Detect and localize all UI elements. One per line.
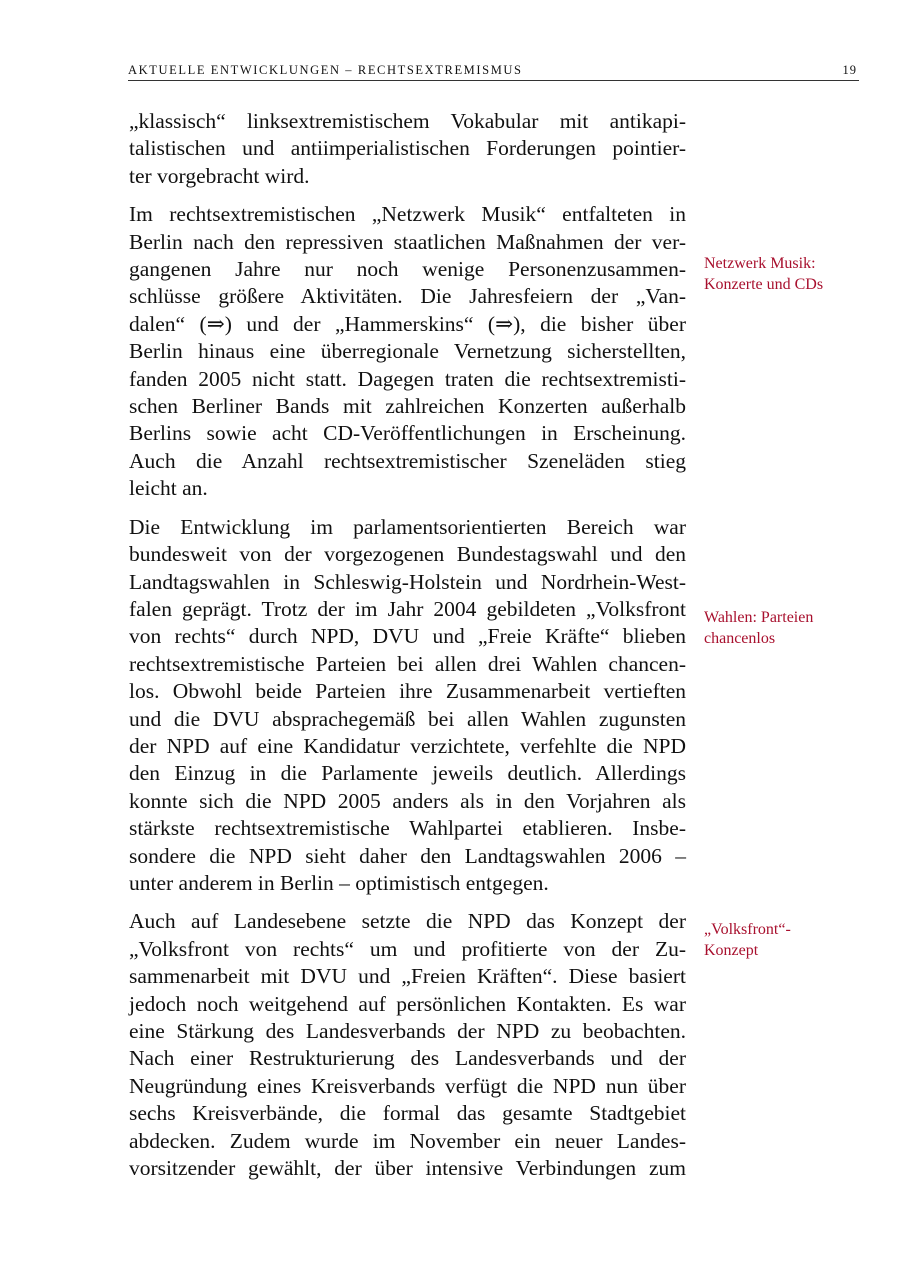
text-line: und die DVU absprachegemäß bei allen Wahlen zugunsten (129, 706, 686, 731)
text-line: jedoch noch weitgehend auf persönlichen Kontakten. Es war (129, 991, 686, 1016)
margin-note-line: Konzept (704, 942, 759, 959)
text-line: sondere die NPD sieht daher den Landtagswahlen 2006 – (129, 843, 686, 868)
paragraph (129, 108, 686, 190)
text-line: sechs Kreisverbände, die formal das gesamte Stadtgebiet (129, 1101, 686, 1126)
main-text (129, 108, 686, 1193)
paragraph (129, 201, 686, 502)
text-line: von rechts“ durch NPD, DVU und „Freie Kräfte“ blieben (129, 624, 686, 649)
paragraph (129, 514, 686, 898)
text-line: unter anderem in Berlin – optimistisch entgegen. (129, 870, 549, 895)
text-line: talistischen und antiimperialistischen Forderungen pointier- (129, 136, 686, 161)
text-line: Auch auf Landesebene setzte die NPD das Konzept der (129, 909, 686, 934)
margin-note-line: Netzwerk Musik: (704, 255, 816, 272)
text-line: Neugründung eines Kreisverbands verfügt die NPD nun über (129, 1073, 686, 1098)
paragraph (129, 908, 686, 1182)
text-line: stärkste rechtsextremistische Wahlpartei etablieren. Insbe- (129, 816, 686, 841)
text-line: abdecken. Zudem wurde im November ein neuer Landes- (129, 1128, 686, 1153)
text-line: falen geprägt. Trotz der im Jahr 2004 gebildeten „Volksfront (129, 596, 686, 621)
text-line: „Volksfront von rechts“ um und profitierte von der Zu- (129, 936, 686, 961)
text-line: bundesweit von der vorgezogenen Bundestagswahl und den (129, 542, 686, 567)
text-line: los. Obwohl beide Parteien ihre Zusammenarbeit vertieften (129, 679, 686, 704)
text-line: Im rechtsextremistischen „Netzwerk Musik“ entfalteten in (129, 202, 686, 227)
running-header (128, 62, 859, 81)
text-line: der NPD auf eine Kandidatur verzichtete, verfehlte die NPD (129, 733, 686, 758)
text-line: leicht an. (129, 476, 208, 501)
margin-note-volksfront (704, 919, 864, 961)
text-line: Berlins sowie acht CD-Veröffentlichungen in Erscheinung. (129, 421, 686, 446)
margin-note-wahlen (704, 607, 864, 649)
text-line: Berlin hinaus eine überregionale Vernetzung sicherstellten, (129, 339, 686, 364)
page-number: 19 (842, 63, 857, 77)
text-line: Die Entwicklung im parlamentsorientierten Bereich war (129, 514, 686, 539)
margin-note-line: „Volksfront“- (704, 921, 791, 938)
text-line: vorsitzender gewählt, der über intensive Verbindungen zum (129, 1156, 686, 1181)
text-line: schen Berliner Bands mit zahlreichen Konzerten außerhalb (129, 394, 686, 419)
text-line: schlüsse größere Aktivitäten. Die Jahresfeiern der „Van- (129, 284, 686, 309)
text-line: Berlin nach den repressiven staatlichen Maßnahmen der ver- (129, 229, 686, 254)
text-line: eine Stärkung des Landesverbands der NPD zu beobachten. (129, 1019, 686, 1043)
text-line: Auch die Anzahl rechtsextremistischer Szeneläden stieg (129, 448, 686, 473)
text-line: ter vorgebracht wird. (129, 163, 310, 188)
text-line: den Einzug in die Parlamente jeweils deutlich. Allerdings (129, 761, 686, 786)
text-line: Nach einer Restrukturierung des Landesverbands und der (129, 1046, 686, 1071)
text-line: „klassisch“ linksextremistischem Vokabular mit antikapi- (129, 109, 686, 133)
text-line: rechtsextremistische Parteien bei allen drei Wahlen chancen- (129, 651, 686, 676)
margin-note-line: chancenlos (704, 630, 776, 647)
text-line: konnte sich die NPD 2005 anders als in den Vorjahren als (129, 788, 686, 813)
margin-note-line: Konzerte und CDs (704, 276, 824, 293)
text-line: dalen“ (⇒) und der „Hammerskins“ (⇒), die bisher über (129, 311, 686, 336)
text-line: fanden 2005 nicht statt. Dagegen traten die rechtsextremisti- (129, 366, 686, 391)
text-line: sammenarbeit mit DVU und „Freien Kräften“. Diese basiert (129, 964, 686, 989)
margin-note-line: Wahlen: Parteien (704, 609, 814, 626)
margin-note-netzwerk-musik (704, 253, 864, 295)
running-title: AKTUELLE ENTWICKLUNGEN – RECHTSEXTREMISMUS (128, 63, 523, 77)
text-line: gangenen Jahre nur noch wenige Personenzusammen- (129, 257, 686, 282)
text-line: Landtagswahlen in Schleswig-Holstein und Nordrhein-West- (129, 569, 686, 594)
